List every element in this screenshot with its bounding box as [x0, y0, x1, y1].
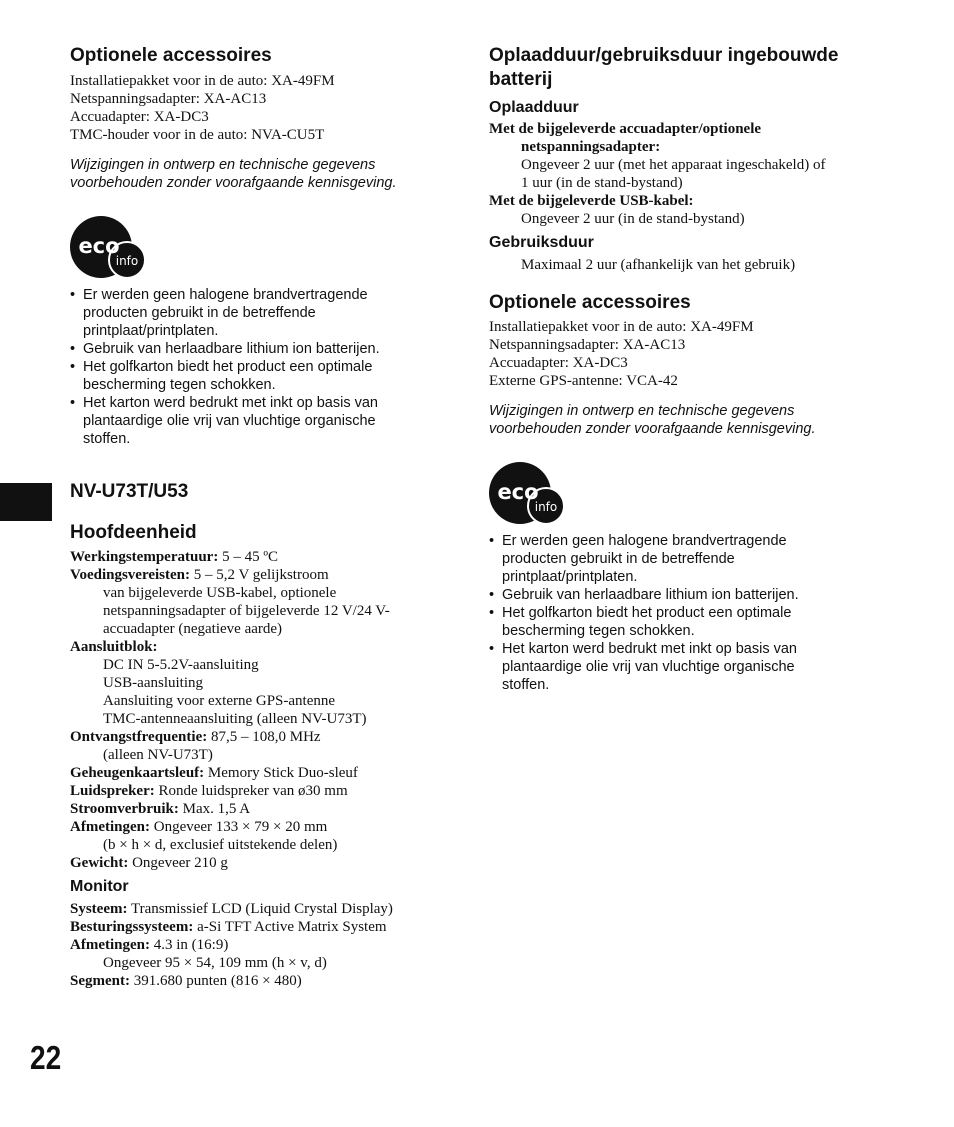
spec-label: Besturingssysteem: [70, 919, 194, 935]
spec-value: Ongeveer 210 g [128, 855, 228, 871]
bullet-line: plantaardige olie vrij van vluchtige organische [502, 659, 795, 675]
list-item [70, 286, 455, 340]
usage-time-heading: Gebruiksduur [489, 234, 594, 251]
spec-screen-size [70, 936, 455, 954]
spec-subline: (b × h × d, exclusief uitstekende delen) [103, 837, 338, 853]
main-unit-specs [70, 548, 455, 872]
spec-temperature [70, 548, 455, 566]
heading-line: batterij [489, 69, 553, 90]
bullet-line: printplaat/printplaten. [502, 569, 638, 585]
accessory-line: Netspanningsadapter: XA-AC13 [70, 91, 267, 107]
eco-info-logo [70, 215, 146, 279]
spec-current [70, 800, 455, 818]
list-item [489, 532, 879, 586]
spec-value: Ronde luidspreker van ø30 mm [154, 783, 348, 799]
bullet-line: • Gebruik van herlaadbare lithium ion batterijen. [502, 587, 799, 603]
spec-value: Memory Stick Duo-sleuf [204, 765, 358, 781]
charge-time-specs [489, 120, 879, 228]
charge-adapter-label-cont [489, 138, 879, 156]
spec-subline: Ongeveer 2 uur (in de stand-bystand) [521, 211, 745, 227]
spec-subline: Ongeveer 95 × 54, 109 mm (h × v, d) [103, 955, 327, 971]
spec-value: 5 – 45 ºC [218, 549, 278, 565]
right-column [489, 44, 879, 694]
spec-label: Geheugenkaartsleuf: [70, 765, 205, 781]
spec-segment [70, 972, 455, 990]
spec-subline: accuadapter (negatieve aarde) [103, 621, 283, 637]
eco-info-text: info [534, 500, 558, 514]
bullet-line: bescherming tegen schokken. [502, 623, 695, 639]
spec-dimensions [70, 818, 455, 836]
spec-weight [70, 854, 455, 872]
spec-label: Met de bijgeleverde accuadapter/optionele [489, 121, 762, 137]
bullet-line: producten gebruikt in de betreffende [502, 551, 735, 567]
main-unit-heading: Hoofdeenheid [70, 522, 197, 543]
page-number: 22 [30, 1039, 62, 1076]
list-item [489, 640, 879, 694]
list-item [70, 358, 455, 394]
spec-value: 391.680 punten (816 × 480) [130, 973, 302, 989]
charge-time-heading: Oplaadduur [489, 99, 579, 116]
list-item [489, 586, 879, 604]
list-item [70, 394, 455, 448]
spec-value: 5 – 5,2 V gelijkstroom [190, 567, 329, 583]
spec-subline: DC IN 5-5.2V-aansluiting [103, 657, 259, 673]
eco-text: eco [78, 234, 120, 258]
charge-usb-label [489, 192, 879, 210]
accessory-line: Externe GPS-antenne: VCA-42 [489, 373, 678, 389]
bullet-line: plantaardige olie vrij van vluchtige organische [83, 413, 376, 429]
spec-label: Met de bijgeleverde USB-kabel: [489, 193, 694, 209]
monitor-heading: Monitor [70, 878, 129, 895]
accessories-list [70, 72, 455, 144]
disclaimer-note [489, 402, 879, 438]
eco-bullet-list [489, 532, 879, 694]
disclaimer-note [70, 156, 455, 192]
accessories-heading: Optionele accessoires [70, 45, 272, 66]
bullet-line: bescherming tegen schokken. [83, 377, 276, 393]
spec-label: Stroomverbruik: [70, 801, 179, 817]
bullet-line: stoffen. [502, 677, 550, 693]
bullet-line: • Gebruik van herlaadbare lithium ion batterijen. [83, 341, 380, 357]
spec-system [70, 900, 455, 918]
spec-subline: Aansluiting voor externe GPS-antenne [103, 693, 336, 709]
bullet-line: printplaat/printplaten. [83, 323, 219, 339]
accessory-line: Netspanningsadapter: XA-AC13 [489, 337, 686, 353]
bullet-line: • Het golfkarton biedt het product een optimale [83, 359, 373, 375]
spec-card-slot [70, 764, 455, 782]
spec-value: Ongeveer 133 × 79 × 20 mm [149, 819, 328, 835]
spec-connectors [70, 638, 455, 656]
left-column [70, 44, 455, 990]
spec-label: Luidspreker: [70, 783, 155, 799]
spec-subline: van bijgeleverde USB-kabel, optionele [103, 585, 337, 601]
spec-label: Ontvangstfrequentie: [70, 729, 208, 745]
spec-label: Afmetingen: [70, 819, 150, 835]
section-tab-marker [0, 483, 52, 521]
spec-subline: (alleen NV-U73T) [103, 747, 213, 763]
spec-subline: 1 uur (in de stand-bystand) [521, 175, 683, 191]
list-item [489, 604, 879, 640]
spec-subline: netspanningsadapter of bijgeleverde 12 V/24 V- [103, 603, 390, 619]
spec-label: Segment: [70, 973, 130, 989]
spec-subline: Ongeveer 2 uur (met het apparaat ingeschakeld) of [521, 157, 826, 173]
monitor-specs [70, 900, 455, 990]
usage-time-value: Maximaal 2 uur (afhankelijk van het gebruik) [521, 257, 796, 273]
bullet-line: stoffen. [83, 431, 131, 447]
accessory-line: Accuadapter: XA-DC3 [70, 109, 209, 125]
spec-value: Max. 1,5 A [178, 801, 251, 817]
eco-info-logo [489, 461, 565, 525]
bullet-line: • Er werden geen halogene brandvertragende [502, 533, 787, 549]
charge-adapter-label [489, 120, 879, 138]
accessories-heading: Optionele accessoires [489, 292, 691, 313]
spec-speaker [70, 782, 455, 800]
spec-value: 87,5 – 108,0 MHz [207, 729, 321, 745]
heading-line: Oplaadduur/gebruiksduur ingebouwde [489, 45, 839, 66]
accessory-line: Accuadapter: XA-DC3 [489, 355, 628, 371]
note-line: voorbehouden zonder voorafgaande kennisgeving. [489, 421, 816, 437]
accessory-line: TMC-houder voor in de auto: NVA-CU5T [70, 127, 325, 143]
spec-subline: USB-aansluiting [103, 675, 203, 691]
spec-label: Werkingstemperatuur: [70, 549, 219, 565]
eco-text: eco [497, 480, 539, 504]
note-line: Wijzigingen in ontwerp en technische gegevens [489, 403, 795, 419]
spec-power [70, 566, 455, 584]
bullet-line: • Er werden geen halogene brandvertragende [83, 287, 368, 303]
accessory-line: Installatiepakket voor in de auto: XA-49FM [70, 73, 335, 89]
accessory-line: Installatiepakket voor in de auto: XA-49FM [489, 319, 754, 335]
bullet-line: • Het karton werd bedrukt met inkt op basis van [83, 395, 378, 411]
battery-heading [489, 44, 879, 92]
spec-frequency [70, 728, 455, 746]
spec-label: Afmetingen: [70, 937, 150, 953]
spec-label: Systeem: [70, 901, 128, 917]
spec-value: 4.3 in (16:9) [149, 937, 229, 953]
note-line: voorbehouden zonder voorafgaande kennisgeving. [70, 175, 397, 191]
bullet-line: • Het karton werd bedrukt met inkt op basis van [502, 641, 797, 657]
model-heading: NV-U73T/U53 [70, 481, 189, 502]
spec-label: Aansluitblok: [70, 639, 158, 655]
bullet-line: • Het golfkarton biedt het product een optimale [502, 605, 792, 621]
eco-info-text: info [115, 254, 139, 268]
spec-label: Gewicht: [70, 855, 129, 871]
bullet-line: producten gebruikt in de betreffende [83, 305, 316, 321]
spec-drive-system [70, 918, 455, 936]
note-line: Wijzigingen in ontwerp en technische gegevens [70, 157, 376, 173]
spec-value: a-Si TFT Active Matrix System [193, 919, 387, 935]
spec-label: Voedingsvereisten: [70, 567, 190, 583]
spec-value: Transmissief LCD (Liquid Crystal Display) [127, 901, 393, 917]
accessories-list [489, 318, 879, 390]
eco-bullet-list [70, 286, 455, 448]
spec-subline: TMC-antenneaansluiting (alleen NV-U73T) [103, 711, 367, 727]
list-item [70, 340, 455, 358]
spec-label: netspanningsadapter: [521, 139, 661, 155]
